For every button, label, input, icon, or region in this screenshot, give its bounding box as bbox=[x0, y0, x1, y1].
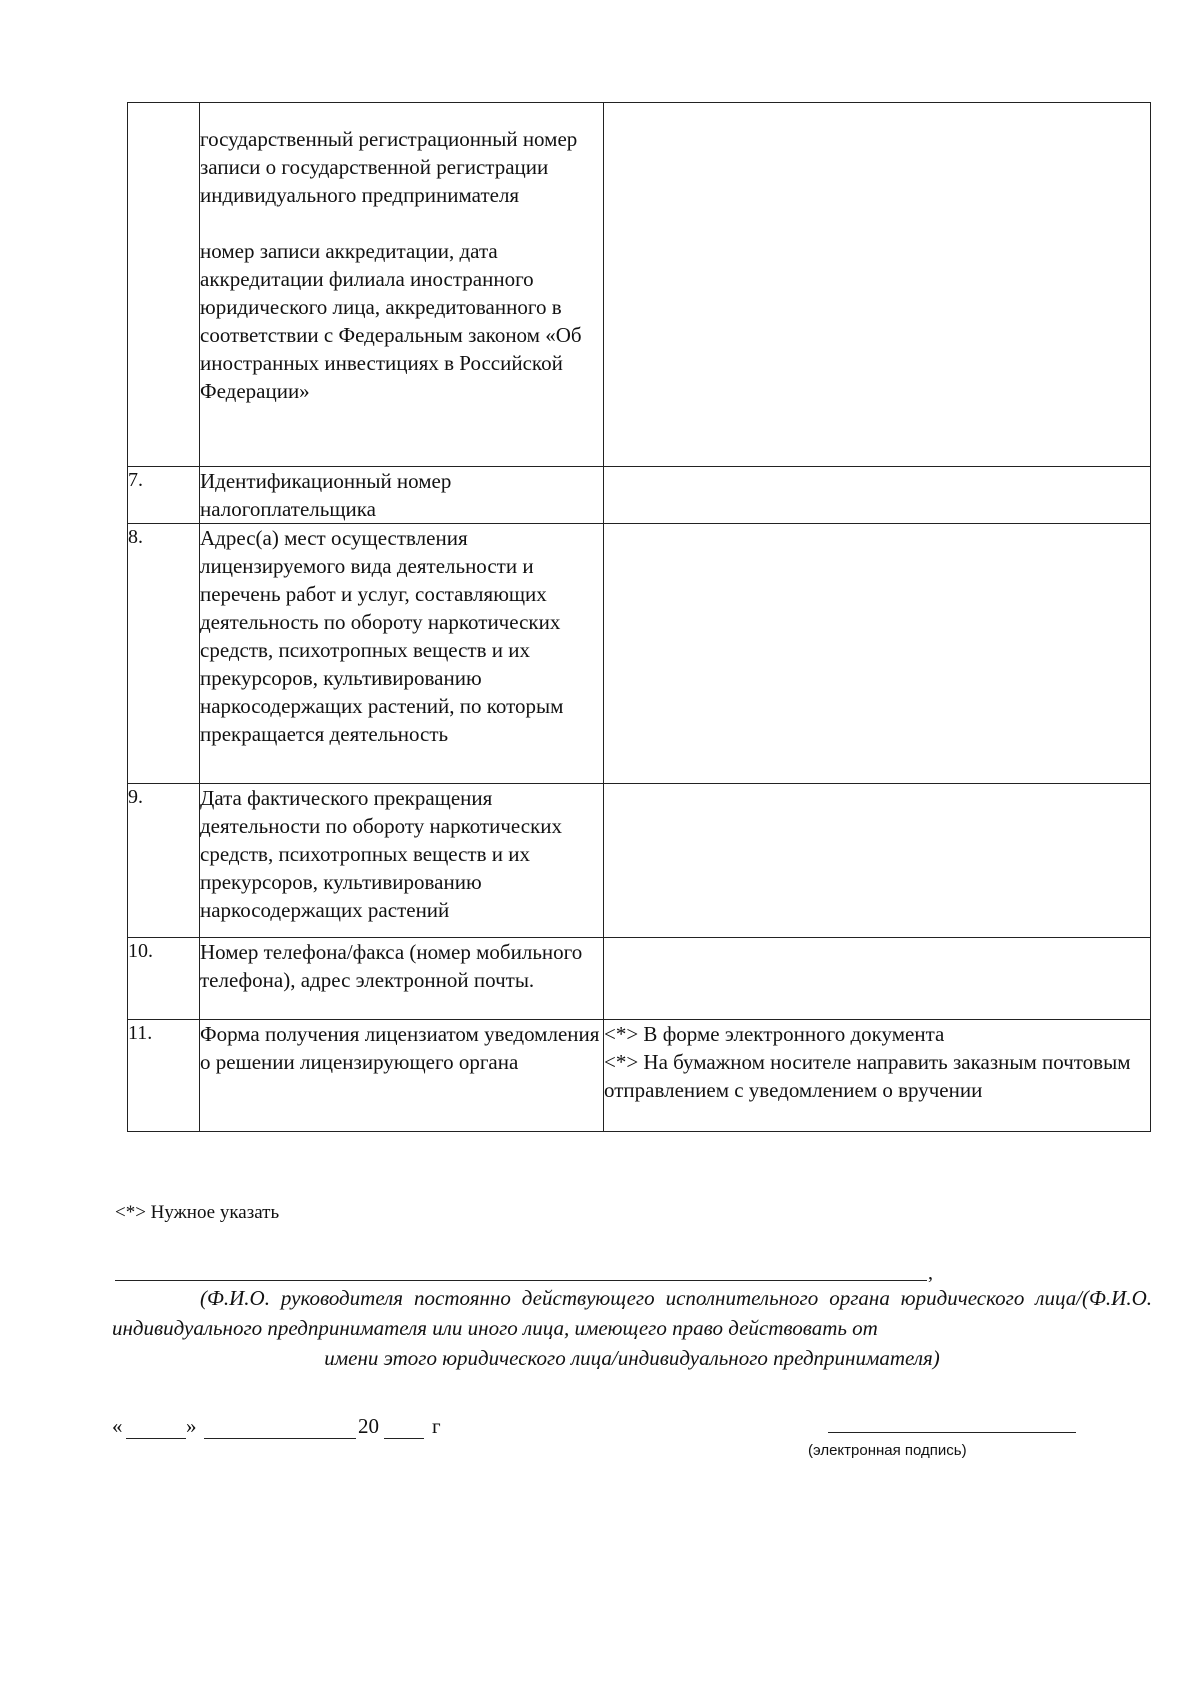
row-value-cell[interactable] bbox=[604, 524, 1151, 784]
row-value-cell[interactable] bbox=[604, 467, 1151, 524]
row-number-cell bbox=[128, 103, 200, 467]
row-label-cell bbox=[200, 467, 604, 524]
table-row bbox=[128, 1020, 1151, 1132]
row-label-cell bbox=[200, 938, 604, 1020]
date-open-quote: « bbox=[112, 1414, 123, 1438]
signature-comma: , bbox=[928, 1262, 933, 1284]
footnote: <*> Нужное указать bbox=[115, 1202, 280, 1223]
row-number-cell: 11. bbox=[128, 1020, 200, 1132]
caption-text-last: имени этого юридического лица/индивидуального предпринимателя) bbox=[324, 1346, 940, 1370]
row-number-cell: 10. bbox=[128, 938, 200, 1020]
row-label-text: Дата фактического прекращения деятельности по обороту наркотических средств, психотропных веществ и их прекурсоров, культивированию наркосодержащих растений bbox=[200, 786, 563, 922]
caption-text: (Ф.И.О. руководителя постоянно действующего исполнительного органа юридического лица/(Ф.И.О. индивидуального предпринимателя или иного лица, имеющего право действовать от bbox=[112, 1286, 1152, 1340]
electronic-signature-caption: (электронная подпись) bbox=[808, 1442, 967, 1459]
form-table bbox=[127, 102, 1151, 1132]
date-year-blank[interactable] bbox=[384, 1438, 424, 1439]
date-day-blank[interactable] bbox=[126, 1438, 186, 1439]
row-label-text: государственный регистрационный номер записи о государственной регистрации индивидуального предпринимателя bbox=[200, 127, 578, 207]
row-label-text: Адрес(а) мест осуществления лицензируемого вида деятельности и перечень работ и услуг, составляющих деятельность по обороту наркотических средств, психотропных веществ и их прекурсоров, культивированию наркосодержащих растений, по которым прекращается деятельность bbox=[200, 526, 564, 746]
row-value-cell[interactable] bbox=[604, 938, 1151, 1020]
option-paper-mail[interactable]: <*> На бумажном носителе направить заказным почтовым отправлением с уведомлением о вручении bbox=[604, 1050, 1131, 1102]
electronic-signature-line[interactable] bbox=[828, 1432, 1076, 1433]
row-number-cell: 7. bbox=[128, 467, 200, 524]
row-number-cell: 9. bbox=[128, 784, 200, 938]
row-label-text: Идентификационный номер налогоплательщика bbox=[200, 469, 452, 521]
table-row bbox=[128, 524, 1151, 784]
date-close-quote: » bbox=[186, 1414, 197, 1438]
row-label-cell bbox=[200, 784, 604, 938]
row-label-text: Номер телефона/факса (номер мобильного телефона), адрес электронной почты. bbox=[200, 940, 583, 992]
row-value-cell[interactable] bbox=[604, 103, 1151, 467]
signature-caption bbox=[112, 1283, 1152, 1373]
date-year-suffix: г bbox=[432, 1414, 441, 1438]
row-label-cell bbox=[200, 103, 604, 467]
row-label-text: номер записи аккредитации, дата аккредитации филиала иностранного юридического лица, аккредитованного в соответствии с Федеральным законом «Об иностранных инвестициях в Российской Федерации» bbox=[200, 239, 582, 403]
name-signature-line[interactable] bbox=[115, 1280, 927, 1281]
table-row bbox=[128, 103, 1151, 467]
row-label-cell bbox=[200, 524, 604, 784]
row-label-cell bbox=[200, 1020, 604, 1132]
table-row bbox=[128, 784, 1151, 938]
option-electronic[interactable]: <*> В форме электронного документа bbox=[604, 1022, 945, 1046]
delivery-options-cell bbox=[604, 1020, 1151, 1132]
date-year-prefix: 20 bbox=[358, 1414, 379, 1438]
table-row bbox=[128, 938, 1151, 1020]
row-value-cell[interactable] bbox=[604, 784, 1151, 938]
table-row bbox=[128, 467, 1151, 524]
row-number-cell: 8. bbox=[128, 524, 200, 784]
row-label-text: Форма получения лицензиатом уведомления о решении лицензирующего органа bbox=[200, 1022, 600, 1074]
date-month-blank[interactable] bbox=[204, 1438, 356, 1439]
